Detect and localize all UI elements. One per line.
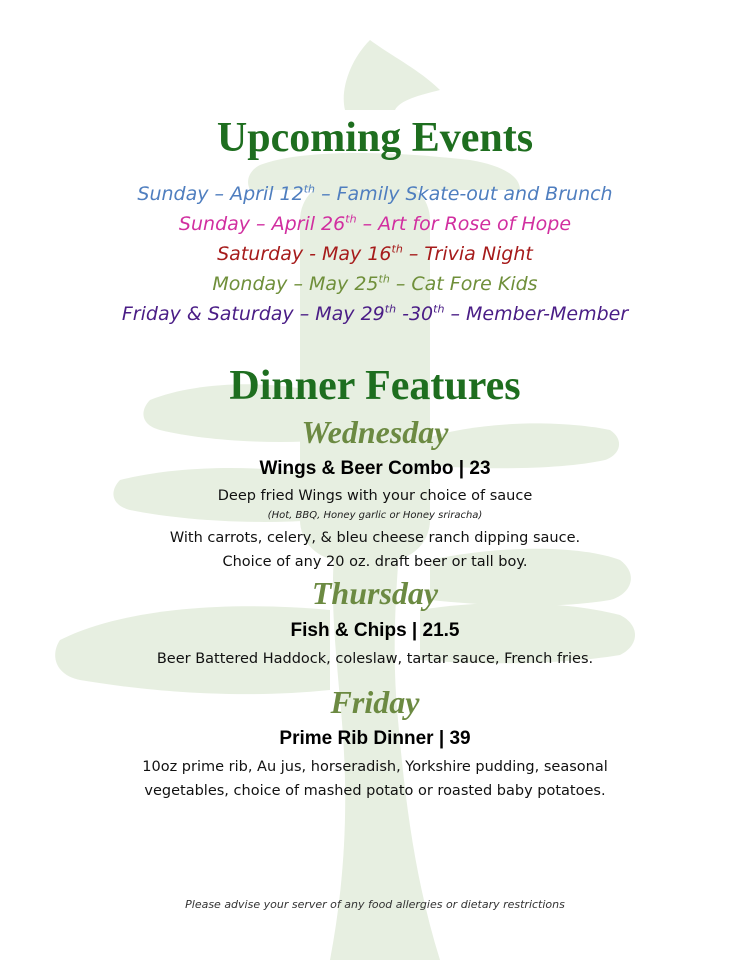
event-2-date: Sunday – April 26	[178, 213, 346, 236]
event-5-name: – Member-Member	[444, 303, 629, 326]
event-2-name: – Art for Rose of Hope	[356, 213, 572, 236]
event-5-ordinal-end: th	[433, 303, 445, 316]
event-1-name: – Family Skate-out and Brunch	[315, 183, 613, 206]
allergy-footer: Please advise your server of any food allergies or dietary restrictions	[185, 898, 565, 911]
event-4-name: – Cat Fore Kids	[389, 273, 538, 296]
wednesday-desc-1: Deep fried Wings with your choice of sauce	[217, 488, 533, 504]
thursday-desc-1: Beer Battered Haddock, coleslaw, tartar sauce, French fries.	[156, 651, 594, 667]
event-item-2	[0, 213, 750, 235]
friday-item-title: Prime Rib Dinner | 39	[279, 728, 471, 749]
event-3-name: – Trivia Night	[402, 243, 533, 266]
event-2-ordinal: th	[345, 213, 357, 226]
events-heading: Upcoming Events	[216, 115, 534, 161]
dinner-heading: Dinner Features	[229, 363, 521, 409]
event-5-date: Friday & Saturday – May 29	[121, 303, 385, 326]
friday-desc-2: vegetables, choice of mashed potato or roasted baby potatoes.	[144, 783, 606, 799]
wednesday-sauce-note: (Hot, BBQ, Honey garlic or Honey sriracha)	[267, 510, 483, 521]
event-1-date: Sunday – April 12	[137, 183, 304, 206]
event-1-text	[137, 183, 612, 205]
wednesday-desc-2: With carrots, celery, & bleu cheese ranch dipping sauce.	[169, 530, 581, 546]
wednesday-heading: Wednesday	[301, 414, 449, 450]
wednesday-desc-3: Choice of any 20 oz. draft beer or tall boy.	[222, 554, 528, 570]
event-3-date: Saturday - May 16	[217, 243, 392, 266]
thursday-item-title: Fish & Chips | 21.5	[290, 620, 460, 641]
event-4-text	[212, 273, 537, 295]
event-3-ordinal: th	[391, 243, 403, 256]
event-5-ordinal: th	[384, 303, 397, 316]
friday-heading: Friday	[330, 684, 420, 720]
event-4-ordinal: th	[378, 273, 390, 286]
event-1-ordinal: th	[303, 183, 316, 196]
event-3-text	[217, 243, 533, 265]
event-5-date-end: -30	[396, 303, 434, 326]
friday-desc-1: 10oz prime rib, Au jus, horseradish, Yorkshire pudding, seasonal	[142, 759, 608, 775]
thursday-heading: Thursday	[311, 575, 439, 611]
event-item-1	[0, 183, 750, 205]
event-4-date: Monday – May 25	[212, 273, 379, 296]
event-item-3	[0, 243, 750, 265]
event-2-text	[179, 213, 571, 235]
event-item-4	[0, 273, 750, 295]
event-5-text	[122, 303, 628, 325]
wednesday-item-title: Wings & Beer Combo | 23	[259, 458, 491, 479]
event-item-5	[0, 303, 750, 325]
